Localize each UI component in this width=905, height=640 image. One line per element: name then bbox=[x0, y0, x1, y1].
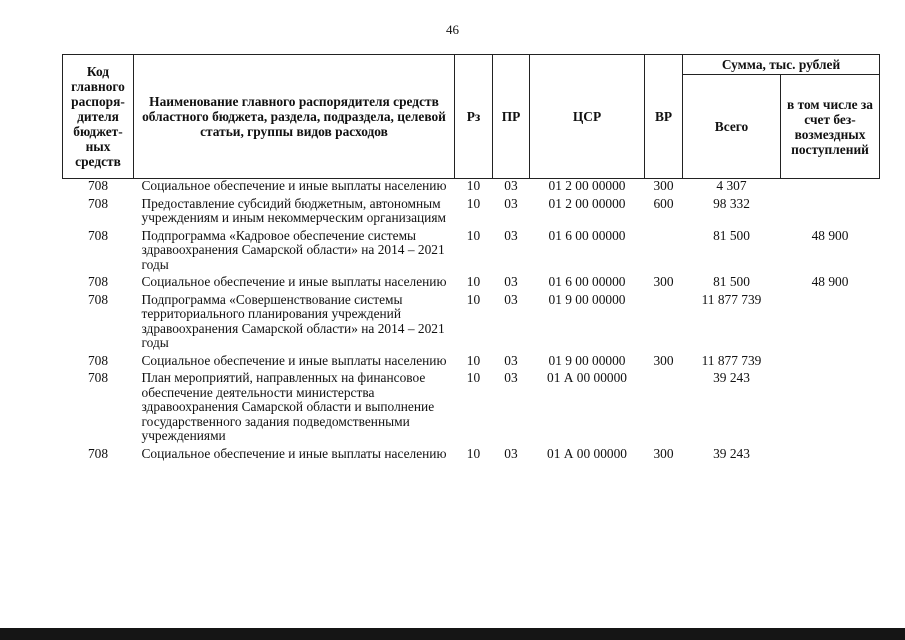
header-csr: ЦСР bbox=[530, 55, 645, 179]
cell-name: Подпрограмма «Совершенствование системы территориального планирования учреждений здравоохранения Самарской области» на 2014 – 2021 годы bbox=[141, 291, 445, 350]
table-header bbox=[63, 55, 880, 179]
cell-total: 98 332 bbox=[713, 195, 750, 211]
cell-incl bbox=[781, 354, 880, 372]
table-row bbox=[63, 354, 880, 372]
cell-rz: 10 bbox=[466, 274, 481, 289]
cell-vr: 300 bbox=[653, 274, 674, 289]
cell-incl bbox=[781, 371, 880, 447]
header-rz: Рз bbox=[455, 55, 493, 179]
cell-incl bbox=[781, 447, 880, 465]
cell-code: 708 bbox=[87, 352, 109, 368]
cell-vr bbox=[645, 371, 683, 447]
cell-code: 708 bbox=[87, 291, 109, 307]
cell-rz: 10 bbox=[466, 195, 481, 211]
cell-vr: 600 bbox=[653, 195, 674, 211]
cell-code: 708 bbox=[87, 370, 109, 385]
cell-pr: 03 bbox=[504, 274, 518, 289]
cell-pr: 03 bbox=[504, 352, 518, 368]
cell-rz: 10 bbox=[466, 178, 481, 193]
header-total: Всего bbox=[683, 75, 781, 179]
cell-vr: 300 bbox=[653, 178, 674, 193]
cell-rz: 10 bbox=[466, 370, 481, 385]
cell-name: Социальное обеспечение и иные выплаты населению bbox=[141, 178, 447, 193]
cell-pr: 03 bbox=[504, 370, 518, 385]
cell-name: Социальное обеспечение и иные выплаты населению bbox=[141, 274, 447, 289]
cell-pr: 03 bbox=[504, 291, 518, 307]
table-row bbox=[63, 293, 880, 354]
cell-code: 708 bbox=[87, 227, 109, 243]
cell-name: Социальное обеспечение и иные выплаты населению bbox=[141, 352, 447, 368]
table-row bbox=[63, 197, 880, 229]
cell-rz: 10 bbox=[466, 291, 481, 307]
table-row bbox=[63, 229, 880, 276]
header-vr: ВР bbox=[645, 55, 683, 179]
cell-total: 11 877 739 bbox=[701, 291, 762, 307]
cell-code: 708 bbox=[87, 195, 109, 211]
cell-vr: 300 bbox=[653, 352, 674, 368]
cell-code: 708 bbox=[87, 274, 109, 289]
header-sum: Сумма, тыс. рублей bbox=[683, 55, 880, 75]
cell-csr: 01 2 00 00000 bbox=[548, 195, 626, 211]
cell-total: 4 307 bbox=[716, 178, 747, 193]
table-row bbox=[63, 179, 880, 197]
cell-csr: 01 2 00 00000 bbox=[548, 178, 626, 193]
cell-incl bbox=[781, 197, 880, 229]
cell-rz: 10 bbox=[466, 445, 481, 461]
cell-total: 39 243 bbox=[713, 445, 750, 461]
cell-pr: 03 bbox=[504, 227, 518, 243]
cell-total: 81 500 bbox=[713, 227, 750, 243]
cell-incl bbox=[781, 293, 880, 354]
cell-csr: 01 А 00 00000 bbox=[547, 370, 627, 385]
cell-total: 81 500 bbox=[713, 274, 750, 289]
cell-vr: 300 bbox=[653, 445, 674, 461]
table-row bbox=[63, 371, 880, 447]
header-code: Код главного распоря-дителя бюджет-ных средств bbox=[63, 55, 134, 179]
cell-name: Социальное обеспечение и иные выплаты населению bbox=[141, 445, 447, 461]
cell-vr bbox=[645, 293, 683, 354]
header-name: Наименование главного распорядителя средств областного бюджета, раздела, подраздела, целевой статьи, группы видов расходов bbox=[134, 55, 455, 179]
cell-code: 708 bbox=[87, 178, 109, 193]
cell-incl bbox=[781, 179, 880, 197]
page-number: 46 bbox=[446, 22, 459, 37]
cell-csr: 01 9 00 00000 bbox=[548, 352, 626, 368]
cell-csr: 01 6 00 00000 bbox=[548, 274, 626, 289]
cell-name: Подпрограмма «Кадровое обеспечение системы здравоохранения Самарской области» на 2014 – 2021 годы bbox=[141, 227, 445, 272]
cell-total: 39 243 bbox=[713, 370, 750, 385]
cell-incl: 48 900 bbox=[811, 227, 849, 243]
cell-total: 11 877 739 bbox=[701, 352, 762, 368]
cell-rz: 10 bbox=[466, 227, 481, 243]
cell-vr bbox=[645, 229, 683, 276]
header-incl: в том числе за счет без-возмездных поступлений bbox=[781, 75, 880, 179]
scan-bottom-bar bbox=[0, 628, 905, 640]
cell-csr: 01 6 00 00000 bbox=[548, 227, 626, 243]
cell-rz: 10 bbox=[466, 352, 481, 368]
cell-code: 708 bbox=[87, 445, 109, 461]
cell-incl: 48 900 bbox=[811, 274, 849, 289]
cell-name: План мероприятий, направленных на финансовое обеспечение деятельности министерства здравоохранения Самарской области и выполнение государственного задания подведомственными учреждениями bbox=[141, 370, 435, 443]
budget-table bbox=[62, 54, 880, 464]
cell-name: Предоставление субсидий бюджетным, автономным учреждениям и иным некоммерческим организациям bbox=[141, 195, 446, 225]
cell-csr: 01 А 00 00000 bbox=[547, 445, 627, 461]
table-row bbox=[63, 447, 880, 465]
table-row bbox=[63, 275, 880, 293]
cell-pr: 03 bbox=[504, 178, 518, 193]
header-pr: ПР bbox=[493, 55, 530, 179]
cell-csr: 01 9 00 00000 bbox=[548, 291, 626, 307]
table-body bbox=[63, 179, 880, 465]
cell-pr: 03 bbox=[504, 195, 518, 211]
cell-pr: 03 bbox=[504, 445, 518, 461]
